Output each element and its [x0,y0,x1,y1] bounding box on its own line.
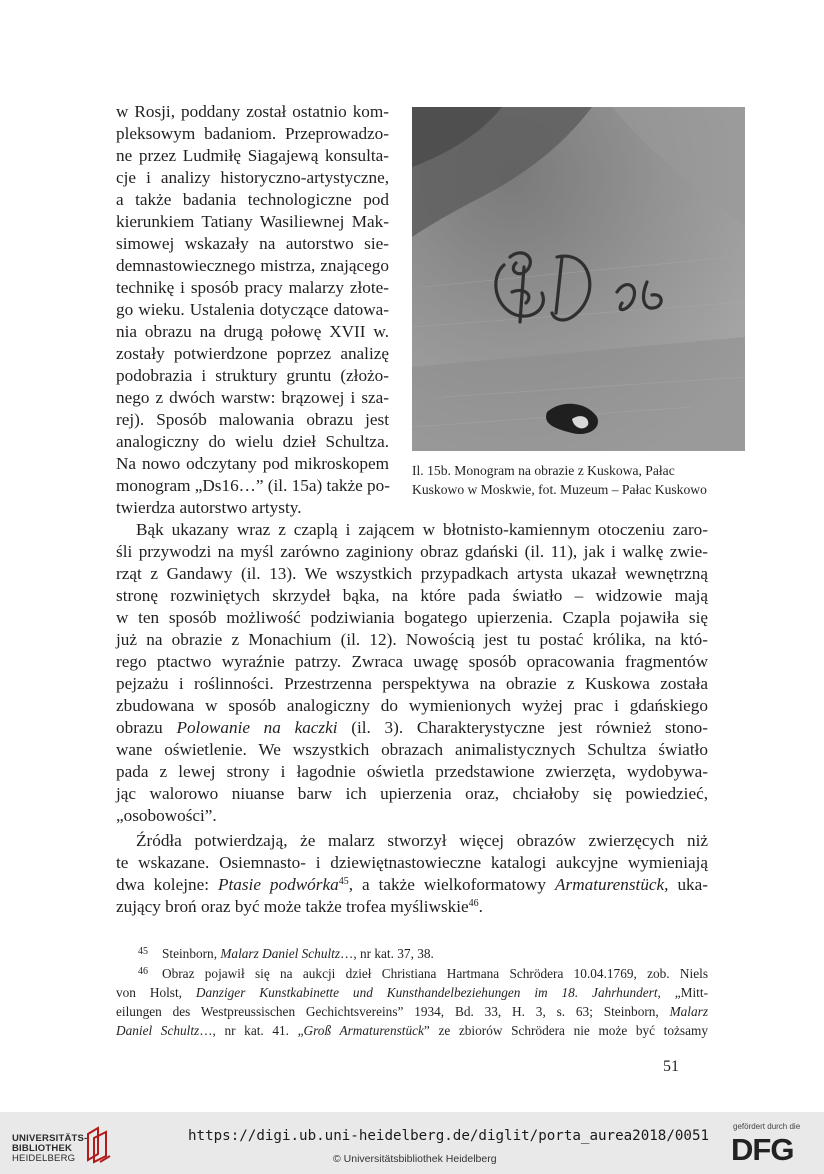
text-run: Steinborn, [162,946,221,961]
body-line: kierunkiem Tatiany Wasiliewnej Mak- [116,212,389,231]
body-line [116,717,708,739]
body-line: rząt z Gandawy (il. 13). We wszystkich przypadkach artysta ukazał wewnętrzną [116,564,708,583]
italic-title: Ptasie podwórka [217,875,339,894]
text-run: uka- [668,875,708,894]
body-line: rego ptactwo wyraźnie patrzy. Zwraca uwagę sposób opracowania fragmentów [116,652,708,671]
text-run: von Holst, [116,985,196,1000]
body-line: Źródła potwierdzają, że malarz stworzył więcej obrazów zwierzęcych niż [136,831,708,850]
italic-title: Malarz [669,1004,708,1019]
footnote-number: 46 [138,966,148,977]
text-run: dwa kolejne: [116,875,218,894]
body-line: Bąk ukazany wraz z czaplą i zającem w błotnisto-kamiennym otoczeniu zaro- [136,520,708,539]
figure-caption-line: Kuskowo w Moskwie, fot. Muzeum – Pałac Kuskowo [412,482,707,497]
footnote-number: 45 [138,946,148,957]
body-line [116,874,708,896]
page-number: 51 [663,1058,679,1075]
footnote-line [162,944,434,963]
text-run: . [478,897,483,916]
body-line: analogiczny do wielu dzieł Schultza. [116,432,389,451]
body-line: Na nowo odczytany pod mikroskopem [116,454,389,473]
italic-title: Daniel Schultz [116,1023,200,1038]
body-line: pejzażu i roślinności. Przestrzenna perspektywa na obrazie z Kuskowa została [116,674,708,693]
body-line: w ten sposób możliwość podziwiania bogatego upierzenia. Czapla pojawiła się [116,608,708,627]
body-line: cje i analizy historyczno-artystyczne, [116,168,389,187]
monogram-photo-image [412,107,745,451]
footnote-ref[interactable]: 45 [338,876,349,887]
text-run: , a także wielkoformatowy [348,875,556,894]
body-line: pada z lewej strony i łagodnie oświetla przedstawione zwierzęta, wydobywa- [116,762,708,781]
body-line: zbudowana w sposób analogiczny do wymienionych wyżej prac i gdańskiego [116,696,708,715]
figure-caption-line: Il. 15b. Monogram na obrazie z Kuskowa, Pałac [412,463,675,478]
body-line: w Rosji, poddany został ostatnio kom- [116,102,389,121]
footnote-line: Obraz pojawił się na aukcji dzieł Christiana Hartmana Schrödera 10.04.1769, zob. Niels [162,966,708,981]
body-line: wane oświetlenie. We wszystkich obrazach animalistycznych Schultza światło [116,740,708,759]
text-run: ” ze zbiorów Schrödera nie może być tożsamy [423,1023,708,1038]
funding-label: gefördert durch die [733,1122,801,1131]
italic-title: Polowanie na kaczki [176,718,338,737]
body-line: te wskazane. Osiemnasto- i dziewiętnastowieczne katalogi aukcyjne wymieniają [116,853,708,872]
body-line: simowej wskazały na autorstwo sie- [116,234,389,253]
viewer-footer [0,1112,824,1174]
monogram-photo [412,107,745,451]
body-line: monogram „Ds16…” (il. 15a) także po- [116,476,390,495]
body-line: rej). Sposób malowania obrazu jest [116,410,389,429]
text-run: (il. 3). Charakterystyczne jest również stono- [337,718,708,737]
copyright-notice: © Universitätsbibliothek Heidelberg [333,1153,497,1165]
body-line: jąc walorowo niuanse barw ich upierzenia oraz, chciałoby się powiedzieć, [116,784,708,803]
text-run: …, nr kat. 37, 38. [340,946,434,961]
library-name-line: UNIVERSITÄTS- [12,1133,88,1144]
dfg-logo: DFG [731,1132,794,1167]
body-line: pleksowym badaniom. Przeprowadzo- [116,124,389,143]
text-run: obrazu [116,718,177,737]
text-run: zujący broń oraz być może także trofea myśliwskie [116,897,469,916]
body-line: demnastowiecznego mistrza, znającego [116,256,389,275]
body-line: podobrazia i struktury gruntu (złożo- [116,366,389,385]
body-line: twierdza autorstwo artysty. [116,498,302,517]
library-name-line: HEIDELBERG [12,1153,76,1164]
text-run: …, nr kat. 41. „ [199,1023,304,1038]
text-run: eilungen des Westpreussischen Gechichtsvereins” 1934, Bd. 33, H. 3, s. 63; Steinborn, [116,1004,670,1019]
body-line: go wieku. Ustalenia dotyczące datowa- [116,300,389,319]
body-line: śli przywodzi na myśl zarówno zaginiony obraz gdański (il. 11), jak i walkę zwie- [116,542,708,561]
italic-title: Malarz Daniel Schultz [220,946,341,961]
body-line: nia obrazu na drugą połowę XVII w. [116,322,389,341]
body-line: a także badania technologiczne pod [116,190,389,209]
permalink-url[interactable]: https://digi.ub.uni-heidelberg.de/diglit/porta_aurea2018/0051 [188,1128,710,1144]
body-line: nego z dwóch warstw: brązowej i sza- [116,388,389,407]
body-line [116,896,483,918]
footnote-line [116,1002,708,1021]
body-line: stronę rozwiniętych skrzydeł bąka, na które pada światło – widzowie mają [116,586,708,605]
footnote-line [116,1021,708,1040]
footnote-line [116,983,708,1002]
italic-title: Armaturenstück, [555,875,669,894]
library-logo-icon [84,1124,114,1164]
body-line: „osobowości”. [116,806,217,825]
body-line: zostały potwierdzone poprzez analizę [116,344,389,363]
footnote-ref[interactable]: 46 [468,898,479,909]
body-line: już na obrazie z Monachium (il. 12). Nowością jest tu postać królika, na któ- [116,630,708,649]
library-name-line: BIBLIOTHEK [12,1143,73,1154]
body-line: ne przez Ludmiłę Siagajewą konsulta- [116,146,389,165]
body-line: technikę i sposób pracy malarzy złote- [116,278,389,297]
italic-title: Groß Armaturenstück [303,1023,424,1038]
italic-title: Danziger Kunstkabinette und Kunsthandelbeziehungen im 18. Jahrhundert [195,985,658,1000]
text-run: , „Mitt- [657,985,708,1000]
